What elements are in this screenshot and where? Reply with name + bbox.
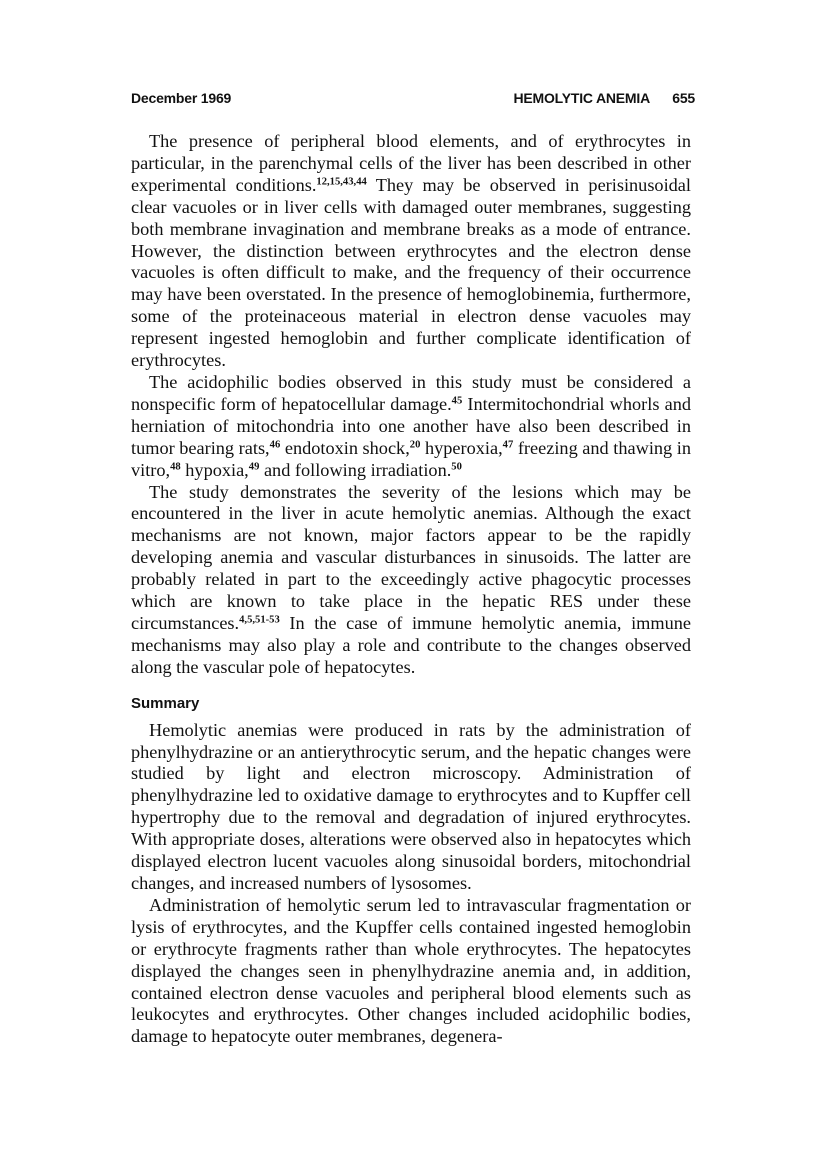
summary-paragraph-phenylhydrazine: Hemolytic anemias were produced in rats by the administration of phenylhydrazine or an antierythrocytic serum, and the hepatic changes were studied by light and electron microscopy. Administration of phenylhydrazine led to oxidative damage to erythrocytes and to Kupffer cell hypertrophy due to the removal and degradation of injured erythrocytes. With appropriate doses, alterations were observed also in hepatocytes which displayed electron lucent vacuoles along sinusoidal borders, mitochondrial changes, and increased numbers of lysosomes. (131, 719, 691, 893)
reference-superscript: 46 (269, 439, 281, 451)
paragraph-liver-blood-elements (131, 131, 691, 372)
text-run: In the case of immune hemolytic anemia, immune mechanisms may also play a role and contribute to the changes observed along the vascular pole of hepatocytes. (131, 612, 691, 677)
text-run: hypoxia, (180, 459, 249, 480)
text-run: freezing and thawing in vitro, (131, 437, 691, 480)
reference-superscript: 49 (248, 461, 260, 473)
page-number: 655 (672, 90, 695, 106)
text-run: hyperoxia, (420, 437, 503, 458)
summary-heading: Summary (131, 694, 200, 712)
text-run: The study demonstrates the severity of the lesions which may be encountered in the liver in acute hemolytic anemias. Although the exact mechanisms are not known, major factors appear to be the rapidly developing anemia and vascular disturbances in sinusoids. The latter are probably related in part to the exceedingly active phagocytic processes which are known to take place in the hepatic RES under these circumstances. (131, 481, 691, 633)
reference-superscript: 20 (409, 439, 421, 451)
text-run: endotoxin shock, (280, 437, 410, 458)
article-body (131, 131, 691, 1048)
reference-superscript: 12,15,43,44 (316, 176, 367, 188)
paragraph-acidophilic-bodies (131, 372, 691, 482)
text-run: They may be observed in perisinusoidal clear vacuoles or in liver cells with damaged outer membranes, suggesting both membrane invagination and membrane breaks as a mode of entrance. However, the distinction between erythrocytes and the electron dense vacuoles is often difficult to make, and the frequency of their occurrence may have been overstated. In the presence of hemoglobinemia, furthermore, some of the proteinaceous material in electron dense vacuoles may represent ingested hemoglobin and further complicate identification of erythrocytes. (131, 174, 691, 371)
text-run: The presence of peripheral blood elements, and of erythrocytes in particular, in the parenchymal cells of the liver has been described in other experimental conditions. (131, 131, 691, 195)
reference-superscript: 47 (502, 439, 514, 451)
issue-date: December 1969 (131, 90, 232, 106)
reference-superscript: 4,5,51-53 (239, 614, 280, 626)
running-header (131, 90, 695, 112)
paragraph-lesion-severity (131, 482, 691, 679)
summary-paragraph-hemolytic-serum: Administration of hemolytic serum led to intravascular fragmentation or lysis of erythrocytes, and the Kupffer cells contained ingested hemoglobin or erythrocyte fragments rather than whole erythrocytes. The hepatocytes displayed the changes seen in phenylhydrazine anemia and, in addition, contained electron dense vacuoles and peripheral blood elements such as leukocytes and erythrocytes. Other changes included acidophilic bodies, damage to hepatocyte outer membranes, degenera- (131, 894, 691, 1047)
text-run: and following irradiation. (259, 459, 452, 480)
text-run: Intermitochondrial whorls and herniation of mitochondria into one another have also been described in tumor bearing rats, (131, 393, 691, 458)
reference-superscript: 48 (170, 461, 181, 473)
reference-superscript: 45 (451, 395, 463, 407)
text-run: The acidophilic bodies observed in this study must be considered a nonspecific form of hepatocellular damage. (131, 371, 691, 414)
running-title: HEMOLYTIC ANEMIA (513, 90, 650, 106)
reference-superscript: 50 (451, 461, 462, 473)
